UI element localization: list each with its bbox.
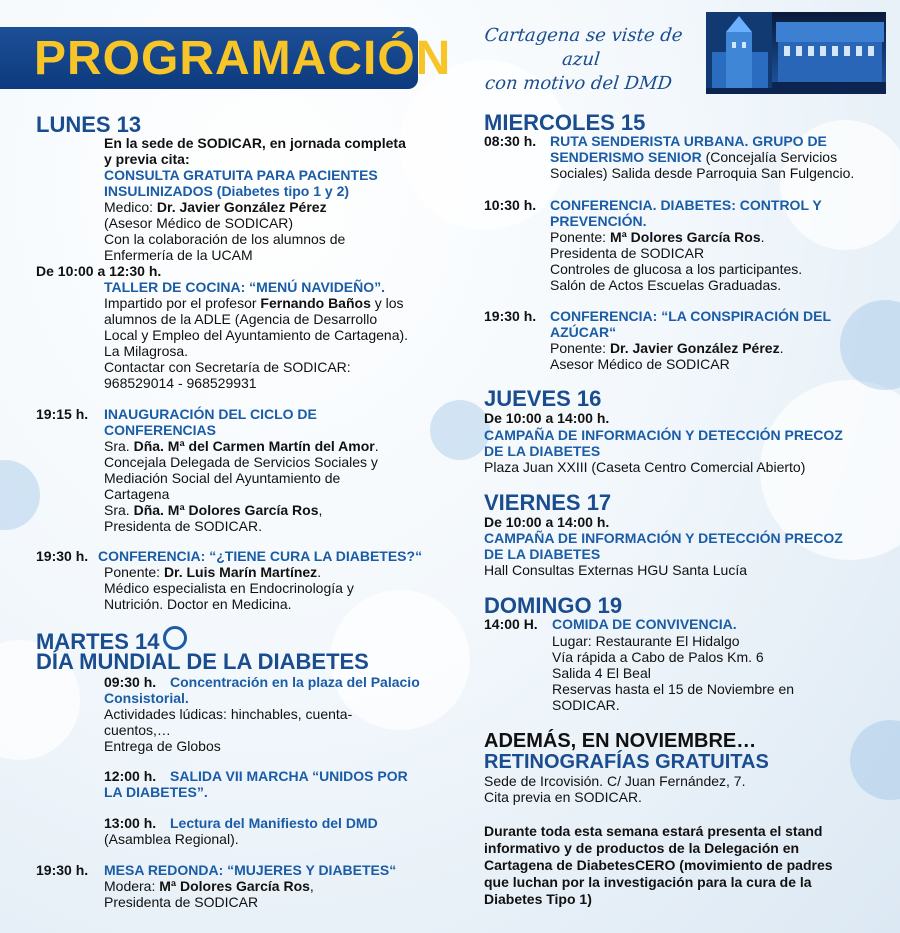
event-time: 10:30 h.	[484, 197, 537, 213]
event-time: 19:15 h.	[36, 406, 89, 422]
event-title: Concentración en la plaza del Palacio	[170, 674, 420, 690]
event-detail	[550, 340, 783, 356]
day-heading-viernes: VIERNES 17	[484, 490, 612, 515]
day-heading-lunes: LUNES 13	[36, 112, 142, 137]
event-time: 19:30 h.	[36, 548, 89, 564]
event-title: PREVENCIÓN.	[550, 213, 647, 229]
tagline	[458, 24, 704, 96]
event-title: Consistorial.	[104, 690, 189, 706]
event-detail	[104, 564, 321, 580]
text: (Concejalía Servicios	[701, 149, 838, 165]
event-time: 08:30 h.	[484, 133, 537, 149]
day-label: MARTES 14	[36, 629, 160, 654]
text: ,	[318, 502, 323, 518]
person-name: Fernando Baños	[260, 295, 371, 311]
event-detail: Local y Empleo del Ayuntamiento de Cartagena).	[104, 327, 409, 343]
event-detail: Entrega de Globos	[104, 738, 221, 754]
stand-paragraph-line: Durante toda esta semana estará presenta el stand	[484, 823, 823, 839]
event-detail: Con la colaboración de los alumnos de	[104, 231, 346, 247]
person-name: Dña. Mª del Carmen Martín del Amor	[133, 438, 375, 454]
event-time: 09:30 h.	[104, 674, 157, 690]
event-detail: 968529014 - 968529931	[104, 375, 257, 391]
event-title: CONFERENCIA. DIABETES: CONTROL Y	[550, 197, 822, 213]
ademas-heading: ADEMÁS, EN NOVIEMBRE…	[484, 730, 757, 752]
event-detail: cuentos,…	[104, 722, 171, 738]
event-detail	[104, 199, 327, 215]
background-bubble	[840, 300, 900, 390]
event-title: DE LA DIABETES	[484, 443, 601, 459]
event-detail: Cita previa en SODICAR.	[484, 789, 642, 805]
event-time: De 10:00 a 14:00 h.	[484, 410, 610, 426]
event-title: RUTA SENDERISTA URBANA. GRUPO DE	[550, 133, 827, 149]
event-detail: Mediación Social del Ayuntamiento de	[104, 470, 341, 486]
event-title: MESA REDONDA: “MUJERES Y DIABETES“	[104, 862, 397, 878]
text: .	[760, 229, 765, 245]
label: Medico:	[104, 199, 157, 215]
event-detail: Salida 4 El Beal	[552, 665, 651, 681]
event-time: 12:00 h.	[104, 768, 157, 784]
text: Ponente:	[104, 564, 164, 580]
event-detail: Actividades lúdicas: hinchables, cuenta-	[104, 706, 353, 722]
event-detail: Asesor Médico de SODICAR	[550, 356, 730, 372]
event-time: 19:30 h.	[484, 308, 537, 324]
event-title: TALLER DE COCINA: “MENÚ NAVIDEÑO”.	[104, 279, 386, 295]
event-title: LA DIABETES”.	[104, 784, 208, 800]
person-name: Dña. Mª Dolores García Ros	[133, 502, 319, 518]
world-diabetes-day-title: DÍA MUNDIAL DE LA DIABETES	[36, 649, 369, 674]
text: Ponente:	[550, 229, 610, 245]
event-title: INAUGURACIÓN DEL CICLO DE	[104, 406, 317, 422]
event-time: 13:00 h.	[104, 815, 157, 831]
event-time: De 10:00 a 14:00 h.	[484, 514, 610, 530]
event-detail: Nutrición. Doctor en Medicina.	[104, 596, 292, 612]
event-detail: Reservas hasta el 15 de Noviembre en	[552, 681, 795, 697]
text: .	[317, 564, 322, 580]
person-name: Dr. Luis Marín Martínez	[163, 564, 318, 580]
background-bubble	[430, 400, 490, 460]
stand-paragraph-line: Cartagena de DiabetesCERO (movimiento de padres	[484, 857, 833, 873]
event-time: 14:00 H.	[484, 616, 538, 632]
text: Impartido por el profesor	[104, 295, 261, 311]
event-title: CONFERENCIA: “¿TIENE CURA LA DIABETES?“	[98, 548, 423, 564]
event-detail: Lugar: Restaurante El Hidalgo	[552, 633, 740, 649]
event-title: CONSULTA GRATUITA PARA PACIENTES	[104, 167, 378, 183]
text: Sra.	[104, 502, 134, 518]
text: .	[374, 438, 379, 454]
event-detail: SODICAR.	[552, 697, 620, 713]
event-detail	[104, 295, 404, 311]
event-detail: (Asamblea Regional).	[104, 831, 239, 847]
event-detail: alumnos de la ADLE (Agencia de Desarrollo	[104, 311, 378, 327]
event-title: SALIDA VII MARCHA “UNIDOS POR	[170, 768, 408, 784]
event-detail: Presidenta de SODICAR	[104, 894, 259, 910]
event-title: CAMPAÑA DE INFORMACIÓN Y DETECCIÓN PRECOZ	[484, 530, 843, 546]
retinografias-heading: RETINOGRAFÍAS GRATUITAS	[484, 751, 769, 773]
event-detail: Enfermería de la UCAM	[104, 247, 253, 263]
text: Modera:	[104, 878, 160, 894]
text: .	[779, 340, 784, 356]
background-bubble	[0, 460, 40, 530]
stand-paragraph-line: que luchan por la investigación para la cura de la	[484, 874, 812, 890]
event-detail: Contactar con Secretaría de SODICAR:	[104, 359, 351, 375]
event-detail: Cartagena	[104, 486, 170, 502]
event-detail: Plaza Juan XXIII (Caseta Centro Comercial Abierto)	[484, 459, 806, 475]
event-detail	[104, 438, 379, 454]
event-detail: Sociales) Salida desde Parroquia San Fulgencio.	[550, 165, 855, 181]
event-detail: Concejala Delegada de Servicios Sociales y	[104, 454, 378, 470]
event-detail: Presidenta de SODICAR	[550, 245, 705, 261]
circle-icon	[163, 626, 187, 650]
lunes-intro: y previa cita:	[104, 151, 190, 167]
text: ,	[309, 878, 314, 894]
event-detail: (Asesor Médico de SODICAR)	[104, 215, 294, 231]
lunes-intro: En la sede de SODICAR, en jornada completa	[104, 135, 406, 151]
person-name: Mª Dolores García Ros	[159, 878, 310, 894]
person-name: Dr. Javier González Pérez	[609, 340, 780, 356]
tagline-line: con motivo del DMD	[484, 73, 674, 94]
event-detail	[104, 878, 314, 894]
person-name: Mª Dolores García Ros	[609, 229, 761, 245]
event-title: CAMPAÑA DE INFORMACIÓN Y DETECCIÓN PRECOZ	[484, 427, 843, 443]
text: Ponente:	[550, 340, 610, 356]
event-detail	[104, 502, 322, 518]
event-title	[550, 149, 837, 165]
event-time: 19:30 h.	[36, 862, 89, 878]
event-detail: La Milagrosa.	[104, 343, 189, 359]
event-detail: Presidenta de SODICAR.	[104, 518, 262, 534]
event-time: De 10:00 a 12:30 h.	[36, 263, 162, 279]
page-title: PROGRAMACIÓN	[34, 32, 452, 85]
text: Sra.	[104, 438, 134, 454]
event-detail: Vía rápida a Cabo de Palos Km. 6	[552, 649, 764, 665]
event-detail: Controles de glucosa a los participantes.	[550, 261, 803, 277]
event-title: CONFERENCIA: “LA CONSPIRACIÓN DEL	[550, 308, 832, 324]
day-heading-miercoles: MIERCOLES 15	[484, 110, 646, 135]
stand-paragraph-line: informativo y de productos de la Delegación en	[484, 840, 800, 856]
cartagena-night-photo	[706, 12, 886, 94]
event-detail: Sede de Ircovisión. C/ Juan Fernández, 7.	[484, 773, 746, 789]
stand-paragraph-line: Diabetes Tipo 1)	[484, 891, 592, 907]
event-detail: Hall Consultas Externas HGU Santa Lucía	[484, 562, 748, 578]
event-detail	[550, 229, 765, 245]
day-heading-jueves: JUEVES 16	[484, 386, 602, 411]
event-title: Lectura del Manifiesto del DMD	[170, 815, 378, 831]
event-title: DE LA DIABETES	[484, 546, 601, 562]
tagline-line: Cartagena se viste de azul	[483, 25, 684, 70]
text: SENDERISMO SENIOR	[550, 149, 702, 165]
event-title: COMIDA DE CONVIVENCIA.	[552, 616, 737, 632]
event-title: AZÚCAR“	[550, 324, 617, 340]
event-title: CONFERENCIAS	[104, 422, 217, 438]
background-bubble	[850, 720, 900, 800]
event-title: INSULINIZADOS (Diabetes tipo 1 y 2)	[104, 183, 350, 199]
day-heading-domingo: DOMINGO 19	[484, 593, 623, 618]
event-detail: Médico especialista en Endocrinología y	[104, 580, 354, 596]
text: y los	[370, 295, 404, 311]
event-detail: Salón de Actos Escuelas Graduadas.	[550, 277, 782, 293]
person-name: Dr. Javier González Pérez	[156, 199, 327, 215]
